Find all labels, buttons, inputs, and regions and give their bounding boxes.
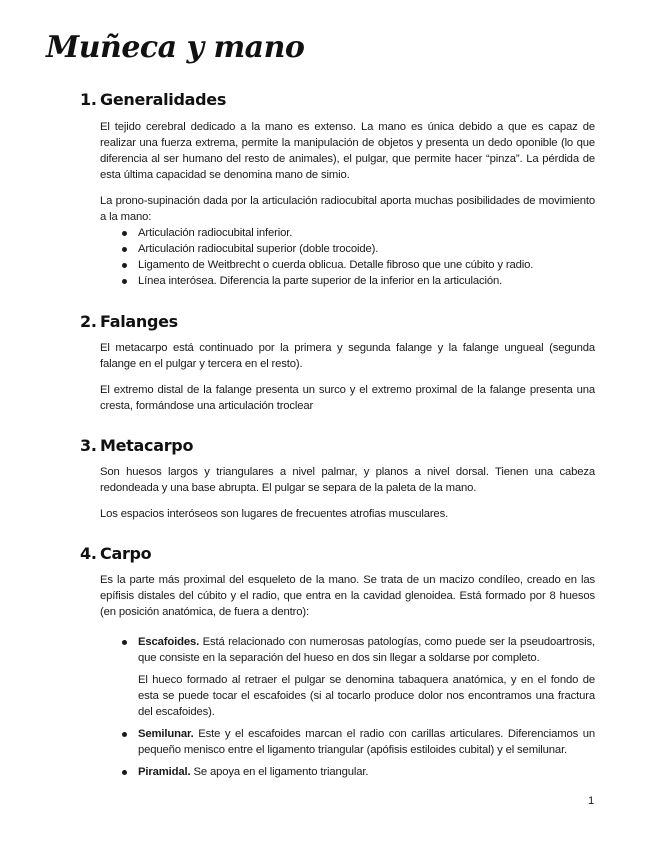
bone-list <box>100 634 595 780</box>
list-item-piramidal <box>138 764 595 780</box>
list-item-extra: El hueco formado al retraer el pulgar se denomina tabaquera anatómica, y en el fondo de esta se puede tocar el escafoides (si al tocarlo produce dolor nos encontramos una fractura del escafoides). <box>138 674 595 718</box>
bone-term: Escafoides. <box>138 636 200 648</box>
list-item: Articulación radiocubital inferior. <box>138 225 595 241</box>
section-title: Carpo <box>100 544 152 563</box>
section-number: 3. <box>80 436 97 455</box>
bone-term: Semilunar. <box>138 728 194 740</box>
bone-description: Este y el escafoides marcan el radio con carillas articulares. Diferenciamos un pequeño menisco entre el ligamento triangular (apófisis estiloides cubital) y el semilunar. <box>138 728 595 756</box>
page-number: 1 <box>588 795 595 807</box>
section-heading <box>80 544 595 563</box>
section-body <box>100 119 595 289</box>
list-item: Ligamento de Weitbrecht o cuerda oblicua. Detalle fibroso que une cúbito y radio. <box>138 257 595 273</box>
list-item-text <box>138 764 595 780</box>
section-body <box>100 340 595 414</box>
section-body <box>100 572 595 780</box>
paragraph: El extremo distal de la falange presenta un surco y el extremo proximal de la falange presenta una cresta, formándose una articulación troclear <box>100 384 595 412</box>
paragraph: La prono-supinación dada por la articulación radiocubital aporta muchas posibilidades de movimiento a la mano: <box>100 195 595 223</box>
paragraph: Los espacios interóseos son lugares de frecuentes atrofias musculares. <box>100 508 449 520</box>
paragraph: El metacarpo está continuado por la primera y segunda falange y la falange ungueal (segunda falange en el pulgar y tercera en el resto). <box>100 342 595 370</box>
paragraph: Es la parte más proximal del esqueleto de la mano. Se trata de un macizo condíleo, creado en las epífisis distales del cúbito y el radio, que entra en la cavidad glenoidea. Está formado por 8 huesos (en posición anatómica, de fuera a dentro): <box>100 574 595 618</box>
section-title: Metacarpo <box>100 436 194 455</box>
list-item-escafoides <box>138 634 595 720</box>
list-item-text <box>138 634 595 666</box>
document-title: Muñeca y mano <box>46 30 305 65</box>
list-item: Articulación radiocubital superior (doble trocoide). <box>138 241 595 257</box>
section-falanges <box>80 312 595 424</box>
section-heading <box>80 312 595 331</box>
paragraph: El tejido cerebral dedicado a la mano es extenso. La mano es única debido a que es capaz de realizar una fuerza extrema, permite la manipulación de objetos y presenta un dedo oponible (lo que diferencia al ser humano del resto de animales), el pulgar, que permite hacer “pinza”. La pérdida de esta última capacidad se denomina mano de simio. <box>100 121 595 181</box>
bone-term: Piramidal. <box>138 766 191 778</box>
section-title: Falanges <box>100 312 178 331</box>
section-body <box>100 464 595 522</box>
bone-description: Está relacionado con numerosas patologías, como puede ser la pseudoartrosis, que consiste en la separación del hueso en dos sin llegar a soldarse por completo. <box>138 636 595 664</box>
section-title: Generalidades <box>100 90 227 109</box>
paragraph: Son huesos largos y triangulares a nivel palmar, y planos a nivel dorsal. Tienen una cabeza redondeada y una base abrupta. El pulgar se separa de la paleta de la mano. <box>100 466 595 494</box>
bullet-list <box>100 225 595 289</box>
section-heading <box>80 436 595 455</box>
section-number: 2. <box>80 312 97 331</box>
list-item-semilunar <box>138 726 595 758</box>
list-item-text <box>138 726 595 758</box>
section-generalidades <box>80 90 595 289</box>
section-number: 4. <box>80 544 97 563</box>
section-number: 1. <box>80 90 97 109</box>
list-item: Línea interósea. Diferencia la parte superior de la inferior en la articulación. <box>138 273 595 289</box>
bone-description: Se apoya en el ligamento triangular. <box>190 766 369 778</box>
section-metacarpo <box>80 436 595 532</box>
section-carpo <box>80 544 595 786</box>
section-heading <box>80 90 595 109</box>
